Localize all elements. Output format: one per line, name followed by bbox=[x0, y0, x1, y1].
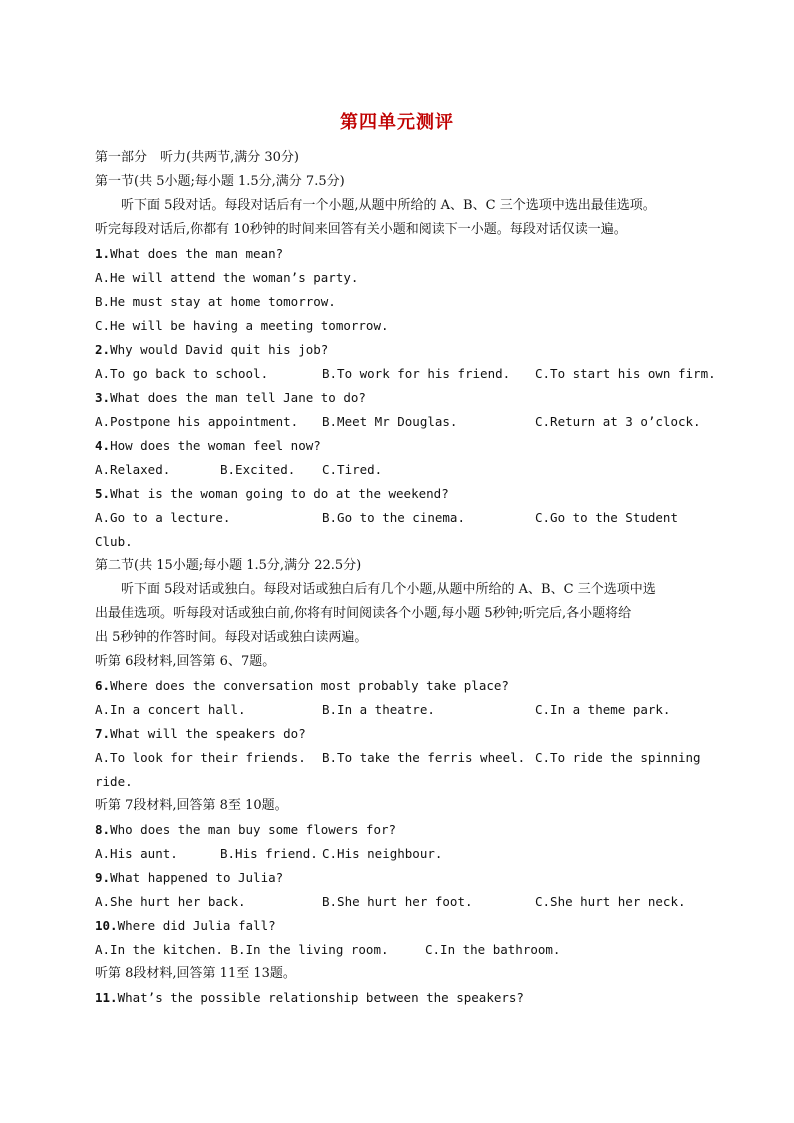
options-row bbox=[95, 458, 715, 482]
option: C.His neighbour. bbox=[322, 846, 443, 861]
options-row bbox=[95, 938, 715, 962]
option: C.He will be having a meeting tomorrow. bbox=[95, 318, 389, 333]
options-row bbox=[95, 746, 715, 770]
option: C.Return at 3 o’clock. bbox=[535, 414, 701, 429]
question-number: 11. bbox=[95, 990, 118, 1005]
question-number: 7. bbox=[95, 726, 111, 741]
instruction-line: 听下面 5段对话或独白。每段对话或独白后有几个小题,从题中所给的 A、B、C 三个选项中选 bbox=[121, 582, 656, 597]
option: A.Postpone his appointment. bbox=[95, 414, 299, 429]
question-text: Why would David quit his job? bbox=[110, 342, 329, 357]
part-heading: 第一部分 听力(共两节,满分 30分) bbox=[95, 150, 299, 165]
option: A.She hurt her back. bbox=[95, 894, 246, 909]
option: B.To take the ferris wheel. bbox=[322, 750, 526, 765]
option: C.In the bathroom. bbox=[425, 942, 561, 957]
option: B.Excited. bbox=[220, 462, 296, 477]
page-title: 第四单元测评 bbox=[340, 112, 454, 133]
options-row bbox=[95, 890, 715, 914]
question-number: 8. bbox=[95, 822, 111, 837]
section-heading: 第一节(共 5小题;每小题 1.5分,满分 7.5分) bbox=[95, 174, 345, 189]
question bbox=[95, 674, 715, 698]
option: A.In the kitchen. bbox=[95, 942, 223, 957]
instruction-line: 听完每段对话后,你都有 10秒钟的时间来回答有关小题和阅读下一小题。每段对话仅读一遍。 bbox=[95, 222, 627, 237]
question bbox=[95, 986, 715, 1010]
question bbox=[95, 482, 715, 506]
option: A.His aunt. bbox=[95, 846, 178, 861]
question-number: 5. bbox=[95, 486, 111, 501]
option: A.In a concert hall. bbox=[95, 702, 246, 717]
question-number: 4. bbox=[95, 438, 111, 453]
option: B.Meet Mr Douglas. bbox=[322, 414, 458, 429]
question-number: 9. bbox=[95, 870, 111, 885]
options-row bbox=[95, 698, 715, 722]
question-text: What does the man mean? bbox=[110, 246, 284, 261]
question bbox=[95, 914, 715, 938]
question-number: 6. bbox=[95, 678, 111, 693]
question-number: 10. bbox=[95, 918, 118, 933]
options-row bbox=[95, 842, 715, 866]
option: B.His friend. bbox=[220, 846, 318, 861]
option: C.To ride the spinning bbox=[535, 750, 701, 765]
material-heading: 听第 6段材料,回答第 6、7题。 bbox=[95, 654, 276, 669]
question bbox=[95, 866, 715, 890]
option: A.To look for their friends. bbox=[95, 750, 306, 765]
question-text: What does the man tell Jane to do? bbox=[110, 390, 366, 405]
question-text: What will the speakers do? bbox=[110, 726, 306, 741]
question-text: Where did Julia fall? bbox=[117, 918, 276, 933]
question-number: 2. bbox=[95, 342, 111, 357]
option: C.She hurt her neck. bbox=[535, 894, 686, 909]
option: A.Relaxed. bbox=[95, 462, 171, 477]
option: B.In a theatre. bbox=[322, 702, 435, 717]
exam-content bbox=[95, 146, 715, 1010]
question-text: What happened to Julia? bbox=[110, 870, 284, 885]
option: B.Go to the cinema. bbox=[322, 510, 465, 525]
option: B.To work for his friend. bbox=[322, 366, 511, 381]
question bbox=[95, 818, 715, 842]
option: C.Go to the Student bbox=[535, 510, 678, 525]
question bbox=[95, 434, 715, 458]
question-text: Where does the conversation most probably take place? bbox=[110, 678, 509, 693]
option-continuation: Club. bbox=[95, 534, 133, 549]
question bbox=[95, 242, 715, 266]
options-row bbox=[95, 410, 715, 434]
option: A.Go to a lecture. bbox=[95, 510, 231, 525]
options-row bbox=[95, 506, 715, 530]
question-text: What’s the possible relationship between the speakers? bbox=[117, 990, 524, 1005]
option: A.He will attend the woman’s party. bbox=[95, 270, 359, 285]
options-row bbox=[95, 362, 715, 386]
option: C.In a theme park. bbox=[535, 702, 671, 717]
instruction-line: 听下面 5段对话。每段对话后有一个小题,从题中所给的 A、B、C 三个选项中选出最佳选项。 bbox=[121, 198, 656, 213]
instruction-line: 出最佳选项。听每段对话或独白前,你将有时间阅读各个小题,每小题 5秒钟;听完后,各小题将给 bbox=[95, 606, 632, 621]
question-text: How does the woman feel now? bbox=[110, 438, 321, 453]
question-text: Who does the man buy some flowers for? bbox=[110, 822, 397, 837]
question-number: 3. bbox=[95, 390, 111, 405]
question bbox=[95, 338, 715, 362]
question bbox=[95, 386, 715, 410]
material-heading: 听第 8段材料,回答第 11至 13题。 bbox=[95, 966, 296, 981]
question-text: What is the woman going to do at the weekend? bbox=[110, 486, 449, 501]
question bbox=[95, 722, 715, 746]
option-continuation: ride. bbox=[95, 774, 133, 789]
option: C.Tired. bbox=[322, 462, 383, 477]
material-heading: 听第 7段材料,回答第 8至 10题。 bbox=[95, 798, 288, 813]
option: B.In the living room. bbox=[230, 942, 389, 957]
question-number: 1. bbox=[95, 246, 111, 261]
option bbox=[95, 938, 425, 962]
option: A.To go back to school. bbox=[95, 366, 269, 381]
instruction-line: 出 5秒钟的作答时间。每段对话或独白读两遍。 bbox=[95, 630, 368, 645]
option: C.To start his own firm. bbox=[535, 366, 716, 381]
option: B.She hurt her foot. bbox=[322, 894, 473, 909]
option: B.He must stay at home tomorrow. bbox=[95, 294, 336, 309]
section-heading: 第二节(共 15小题;每小题 1.5分,满分 22.5分) bbox=[95, 558, 362, 573]
